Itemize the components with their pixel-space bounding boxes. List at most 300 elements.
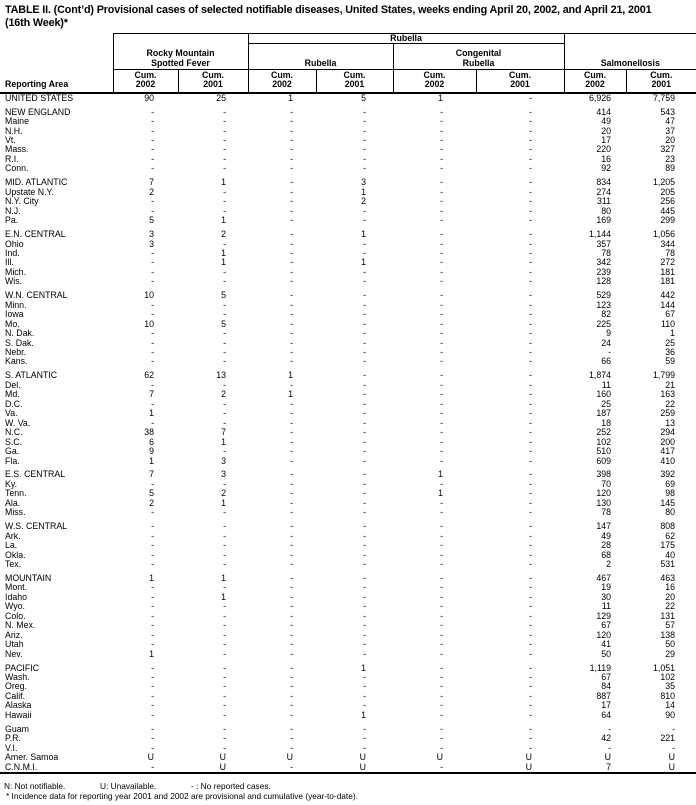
value-cell: -	[529, 145, 533, 155]
value-cell: -	[151, 164, 154, 174]
value-cell: -	[290, 583, 293, 593]
value-cell: U	[436, 753, 443, 763]
value-cell: -	[290, 399, 293, 409]
table-title-line2: (16th Week)*	[5, 16, 68, 29]
value-cell: -	[151, 329, 154, 339]
value-cell: -	[440, 164, 443, 174]
value-cell: 1	[361, 710, 366, 720]
value-cell: -	[151, 734, 154, 744]
header-line: 2002	[135, 79, 156, 90]
value-cell: -	[529, 649, 533, 659]
value-cell: -	[151, 136, 154, 145]
value-cell: 357	[596, 239, 612, 249]
value-cell: U	[359, 753, 366, 763]
value-cell: 23	[665, 154, 676, 164]
reporting-area-cell: Ga.	[5, 447, 20, 457]
value-cell: -	[363, 357, 366, 367]
value-cell: -	[608, 348, 612, 358]
value-cell: 5	[221, 319, 226, 329]
value-cell: 120	[596, 630, 612, 640]
header-line: Cum.	[650, 69, 673, 80]
value-cell: 311	[597, 197, 612, 207]
value-cell: 20	[665, 136, 676, 145]
reporting-area-cell: Ala.	[5, 498, 21, 508]
cum-header-salmonellosis-2001	[626, 70, 696, 93]
reporting-area-cell: Miss.	[5, 508, 26, 518]
value-cell: 187	[596, 409, 612, 419]
value-cell: -	[151, 479, 154, 489]
value-cell: -	[290, 310, 293, 320]
value-cell: 78	[601, 248, 612, 258]
value-cell: 25	[601, 399, 612, 409]
value-cell: 3	[361, 178, 366, 188]
value-cell: -	[529, 541, 533, 551]
header-line: Rocky Mountain	[146, 48, 215, 58]
value-cell: 1,051	[653, 663, 676, 673]
value-cell: -	[440, 371, 443, 381]
value-cell: 19	[601, 583, 612, 593]
value-cell: 1,056	[653, 230, 676, 240]
value-cell: -	[290, 338, 293, 348]
reporting-area-cell: Conn.	[5, 164, 29, 174]
value-cell: -	[223, 621, 226, 631]
value-cell: 220	[596, 145, 612, 155]
rmsf-top-spacer	[113, 33, 248, 44]
value-cell: -	[290, 277, 293, 287]
table-row	[0, 258, 696, 267]
reporting-area-cell: N. Mex.	[5, 621, 36, 631]
value-cell: -	[363, 541, 366, 551]
reporting-area-cell: PACIFIC	[5, 663, 40, 673]
table-row	[0, 457, 696, 466]
value-cell: -	[440, 291, 443, 301]
table-row	[0, 230, 696, 239]
value-cell: -	[363, 560, 366, 570]
value-cell: -	[290, 479, 293, 489]
value-cell: -	[363, 390, 366, 400]
value-cell: 2	[149, 187, 154, 197]
value-cell: 410	[660, 456, 676, 466]
value-cell: -	[440, 216, 443, 226]
value-cell: -	[529, 437, 533, 447]
value-cell: -	[290, 136, 293, 145]
value-cell: 1	[221, 498, 226, 508]
reporting-area-cell: Okla.	[5, 550, 26, 560]
value-cell: -	[223, 418, 226, 428]
table-row	[0, 602, 696, 611]
value-cell: -	[363, 479, 366, 489]
value-cell: -	[529, 92, 533, 103]
value-cell: 259	[660, 409, 676, 419]
value-cell: -	[151, 267, 154, 277]
value-cell: -	[529, 329, 533, 339]
value-cell: -	[440, 456, 443, 466]
value-cell: 274	[596, 187, 612, 197]
value-cell: -	[363, 621, 366, 631]
table-row	[0, 400, 696, 409]
value-cell: 84	[601, 682, 612, 692]
value-cell: 5	[361, 92, 366, 103]
value-cell: U	[476, 763, 564, 773]
value-cell: 9	[606, 329, 612, 339]
value-cell: -	[223, 239, 226, 249]
value-cell: -	[440, 126, 443, 136]
footnote-unavailable: U: Unavailable.	[100, 781, 157, 792]
table-row	[0, 470, 696, 479]
reporting-area-cell: Tex.	[5, 560, 22, 570]
value-cell: -	[151, 682, 154, 692]
value-cell: -	[440, 258, 443, 268]
value-cell: -	[440, 691, 443, 701]
value-cell: 10	[144, 319, 154, 329]
reporting-area-cell: Maine	[5, 117, 29, 127]
value-cell: U	[668, 753, 676, 763]
value-cell: -	[529, 291, 533, 301]
value-cell: -	[363, 447, 366, 457]
value-cell: -	[363, 329, 366, 339]
value-cell: -	[223, 277, 226, 287]
value-cell: -	[223, 531, 226, 541]
value-cell: -	[290, 437, 293, 447]
value-cell: -	[363, 206, 366, 216]
value-cell: -	[151, 541, 154, 551]
value-cell: -	[363, 673, 366, 683]
header-line: Cum.	[509, 69, 532, 80]
value-cell: -	[223, 682, 226, 692]
value-cell: -	[290, 248, 293, 258]
value-cell: -	[363, 248, 366, 258]
value-cell: -	[363, 498, 366, 508]
value-cell: -	[290, 602, 293, 612]
reporting-area-cell: Guam	[5, 724, 29, 734]
header-line: 2001	[344, 79, 365, 90]
salmonellosis-top-spacer	[564, 33, 696, 44]
reporting-area-cell: Ark.	[5, 531, 21, 541]
value-cell: -	[223, 541, 226, 551]
value-cell: 64	[601, 710, 612, 720]
value-cell: -	[223, 550, 226, 560]
value-cell: 7	[564, 763, 626, 773]
value-cell: -	[363, 724, 366, 734]
value-cell: -	[223, 197, 226, 207]
table-row	[0, 409, 696, 418]
value-cell: 1	[221, 216, 226, 226]
reporting-area-cell: Oreg.	[5, 682, 28, 692]
value-cell: -	[290, 470, 293, 480]
value-cell: 40	[665, 550, 676, 560]
footnote-not-notifiable: N: Not notifiable.	[4, 781, 66, 792]
table-row	[0, 574, 696, 583]
value-cell: -	[151, 126, 154, 136]
value-cell: 130	[596, 498, 612, 508]
value-cell: -	[529, 338, 533, 348]
value-cell: -	[151, 300, 154, 310]
value-cell: -	[113, 763, 178, 773]
value-cell: 1	[288, 92, 293, 103]
table-row	[0, 197, 696, 206]
value-cell: -	[529, 456, 533, 466]
value-cell: 50	[601, 649, 612, 659]
value-cell: -	[529, 498, 533, 508]
value-cell: -	[440, 239, 443, 249]
value-cell: -	[151, 522, 154, 532]
header-line: Cum.	[584, 69, 607, 80]
value-cell: 510	[596, 447, 612, 457]
value-cell: 50	[665, 640, 676, 650]
table-row	[0, 583, 696, 592]
value-cell: -	[223, 126, 226, 136]
value-cell: 398	[596, 470, 612, 480]
table-row	[0, 390, 696, 399]
value-cell: -	[363, 583, 366, 593]
value-cell: -	[529, 107, 533, 117]
reporting-area-cell: W. Va.	[5, 418, 31, 428]
value-cell: -	[529, 418, 533, 428]
value-cell: -	[529, 611, 533, 621]
table-row	[0, 117, 696, 126]
value-cell: 609	[596, 456, 612, 466]
value-cell: -	[363, 338, 366, 348]
value-cell: 67	[601, 673, 612, 683]
value-cell: -	[223, 640, 226, 650]
value-cell: -	[290, 107, 293, 117]
value-cell: 529	[596, 291, 612, 301]
value-cell: -	[151, 710, 154, 720]
value-cell: -	[529, 573, 533, 583]
reporting-area-cell: Fla.	[5, 456, 20, 466]
value-cell: 78	[665, 248, 676, 258]
value-cell: 445	[660, 206, 676, 216]
value-cell: -	[529, 470, 533, 480]
value-cell: -	[440, 602, 443, 612]
value-cell: -	[290, 145, 293, 155]
table-row	[0, 240, 696, 249]
value-cell: -	[529, 701, 533, 711]
value-cell: -	[223, 338, 226, 348]
value-cell: -	[440, 300, 443, 310]
value-cell: 128	[596, 277, 612, 287]
value-cell: -	[290, 489, 293, 499]
table-row	[0, 612, 696, 621]
reporting-area-cell: Wash.	[5, 673, 30, 683]
value-cell: -	[363, 611, 366, 621]
header-line: Cum.	[343, 69, 366, 80]
value-cell: -	[290, 522, 293, 532]
table-row	[0, 499, 696, 508]
table-title	[0, 0, 696, 33]
value-cell: -	[290, 743, 293, 753]
value-cell: -	[363, 743, 366, 753]
value-cell: 120	[596, 489, 612, 499]
table-row	[0, 277, 696, 286]
value-cell: -	[363, 117, 366, 127]
value-cell: 110	[661, 319, 676, 329]
value-cell: 169	[596, 216, 612, 226]
reporting-area-cell: Nev.	[5, 649, 23, 659]
table-row	[0, 291, 696, 300]
reporting-area-cell: Ky.	[5, 479, 18, 489]
value-cell: 163	[660, 390, 676, 400]
value-cell: -	[290, 117, 293, 127]
value-cell: U	[178, 763, 248, 773]
value-cell: -	[363, 531, 366, 541]
value-cell: 67	[665, 310, 676, 320]
cum-header-congenital-2002	[393, 70, 476, 93]
value-cell: 442	[660, 291, 676, 301]
value-cell: -	[529, 724, 533, 734]
value-cell: -	[440, 649, 443, 659]
header-line: Cum.	[423, 69, 446, 80]
value-cell: -	[440, 348, 443, 358]
value-cell: 80	[665, 508, 676, 518]
value-cell: 1	[438, 489, 443, 499]
table-row	[0, 108, 696, 117]
value-cell: 30	[601, 592, 612, 602]
value-cell: 2	[149, 498, 154, 508]
value-cell: U	[286, 753, 293, 763]
value-cell: -	[529, 409, 533, 419]
value-cell: -	[529, 319, 533, 329]
value-cell: -	[151, 621, 154, 631]
value-cell: 175	[660, 541, 676, 551]
table-row	[0, 207, 696, 216]
value-cell: 3	[221, 456, 226, 466]
table-row	[0, 532, 696, 541]
value-cell: -	[440, 437, 443, 447]
value-cell: -	[363, 592, 366, 602]
value-cell: -	[151, 531, 154, 541]
value-cell: -	[440, 418, 443, 428]
value-cell: -	[223, 267, 226, 277]
value-cell: U	[604, 753, 612, 763]
value-cell: -	[529, 126, 533, 136]
table-header	[0, 33, 696, 93]
value-cell: -	[529, 348, 533, 358]
value-cell: -	[440, 560, 443, 570]
value-cell: 181	[660, 267, 676, 277]
value-cell: 6	[149, 437, 154, 447]
value-cell: -	[440, 592, 443, 602]
value-cell: 62	[665, 531, 676, 541]
value-cell: -	[529, 117, 533, 127]
value-cell: 3	[149, 230, 154, 240]
footnotes	[0, 774, 696, 801]
value-cell: -	[223, 409, 226, 419]
value-cell: -	[529, 583, 533, 593]
value-cell: -	[290, 592, 293, 602]
value-cell: -	[290, 541, 293, 551]
value-cell: -	[151, 310, 154, 320]
table-row	[0, 541, 696, 550]
table-row	[0, 93, 696, 103]
value-cell: 41	[601, 640, 612, 650]
header-blank	[0, 44, 113, 70]
value-cell: -	[363, 348, 366, 358]
value-cell: -	[440, 611, 443, 621]
value-cell: -	[151, 550, 154, 560]
value-cell: -	[223, 154, 226, 164]
value-cell: 327	[660, 145, 676, 155]
value-cell: -	[529, 136, 533, 145]
table-row	[0, 711, 696, 720]
value-cell: -	[290, 691, 293, 701]
value-cell: -	[363, 508, 366, 518]
value-cell: -	[393, 763, 476, 773]
value-cell: 49	[601, 117, 612, 127]
value-cell: 417	[660, 447, 676, 457]
value-cell: -	[363, 470, 366, 480]
value-cell: 62	[144, 371, 154, 381]
table-body	[0, 93, 696, 773]
value-cell: -	[290, 673, 293, 683]
value-cell: -	[290, 230, 293, 240]
value-cell: -	[363, 428, 366, 438]
value-cell: -	[440, 710, 443, 720]
value-cell: -	[363, 701, 366, 711]
reporting-area-cell: UNITED STATES	[5, 92, 74, 103]
value-cell: -	[440, 329, 443, 339]
value-cell: -	[363, 734, 366, 744]
value-cell: U	[626, 763, 696, 773]
value-cell: -	[223, 663, 226, 673]
table-row	[0, 734, 696, 743]
value-cell: 1,119	[589, 663, 612, 673]
value-cell: -	[529, 206, 533, 216]
value-cell: -	[223, 734, 226, 744]
value-cell: 1	[288, 390, 293, 400]
value-cell: -	[529, 447, 533, 457]
value-cell: 2	[221, 390, 226, 400]
value-cell: -	[151, 338, 154, 348]
value-cell: 138	[660, 630, 676, 640]
value-cell: 7	[221, 428, 226, 438]
value-cell: -	[223, 357, 226, 367]
value-cell: 25	[216, 92, 226, 103]
value-cell: -	[440, 508, 443, 518]
footnote-incidence: * Incidence data for reporting year 2001 and 2002 are provisional and cumulative (year-to-date).	[6, 790, 358, 801]
value-cell: -	[363, 126, 366, 136]
value-cell: 68	[601, 550, 612, 560]
header-group-row	[0, 44, 696, 70]
value-cell: 1	[149, 456, 154, 466]
value-cell: 98	[665, 489, 676, 499]
value-cell: -	[151, 154, 154, 164]
value-cell: -	[290, 611, 293, 621]
reporting-area-cell: N.H.	[5, 126, 23, 136]
rubella-group-header: Rubella	[248, 33, 564, 44]
value-cell: -	[290, 447, 293, 457]
reporting-area-cell: MID. ATLANTIC	[5, 178, 68, 188]
header-line: Cum.	[134, 69, 157, 80]
table-row	[0, 164, 696, 173]
value-cell: -	[363, 489, 366, 499]
value-cell: -	[290, 206, 293, 216]
value-cell: 16	[665, 583, 676, 593]
reporting-area-cell: Ariz.	[5, 630, 23, 640]
value-cell: 42	[601, 734, 612, 744]
value-cell: 808	[660, 522, 676, 532]
reporting-area-cell: Mass.	[5, 145, 29, 155]
value-cell: -	[290, 573, 293, 583]
reporting-area-cell: Va.	[5, 409, 18, 419]
value-cell: -	[440, 380, 443, 390]
value-cell: -	[151, 418, 154, 428]
value-cell: -	[363, 649, 366, 659]
reporting-area-cell: Kans.	[5, 357, 28, 367]
header-line: Spotted Fever	[151, 57, 210, 68]
value-cell: 90	[665, 710, 676, 720]
table-row	[0, 127, 696, 136]
